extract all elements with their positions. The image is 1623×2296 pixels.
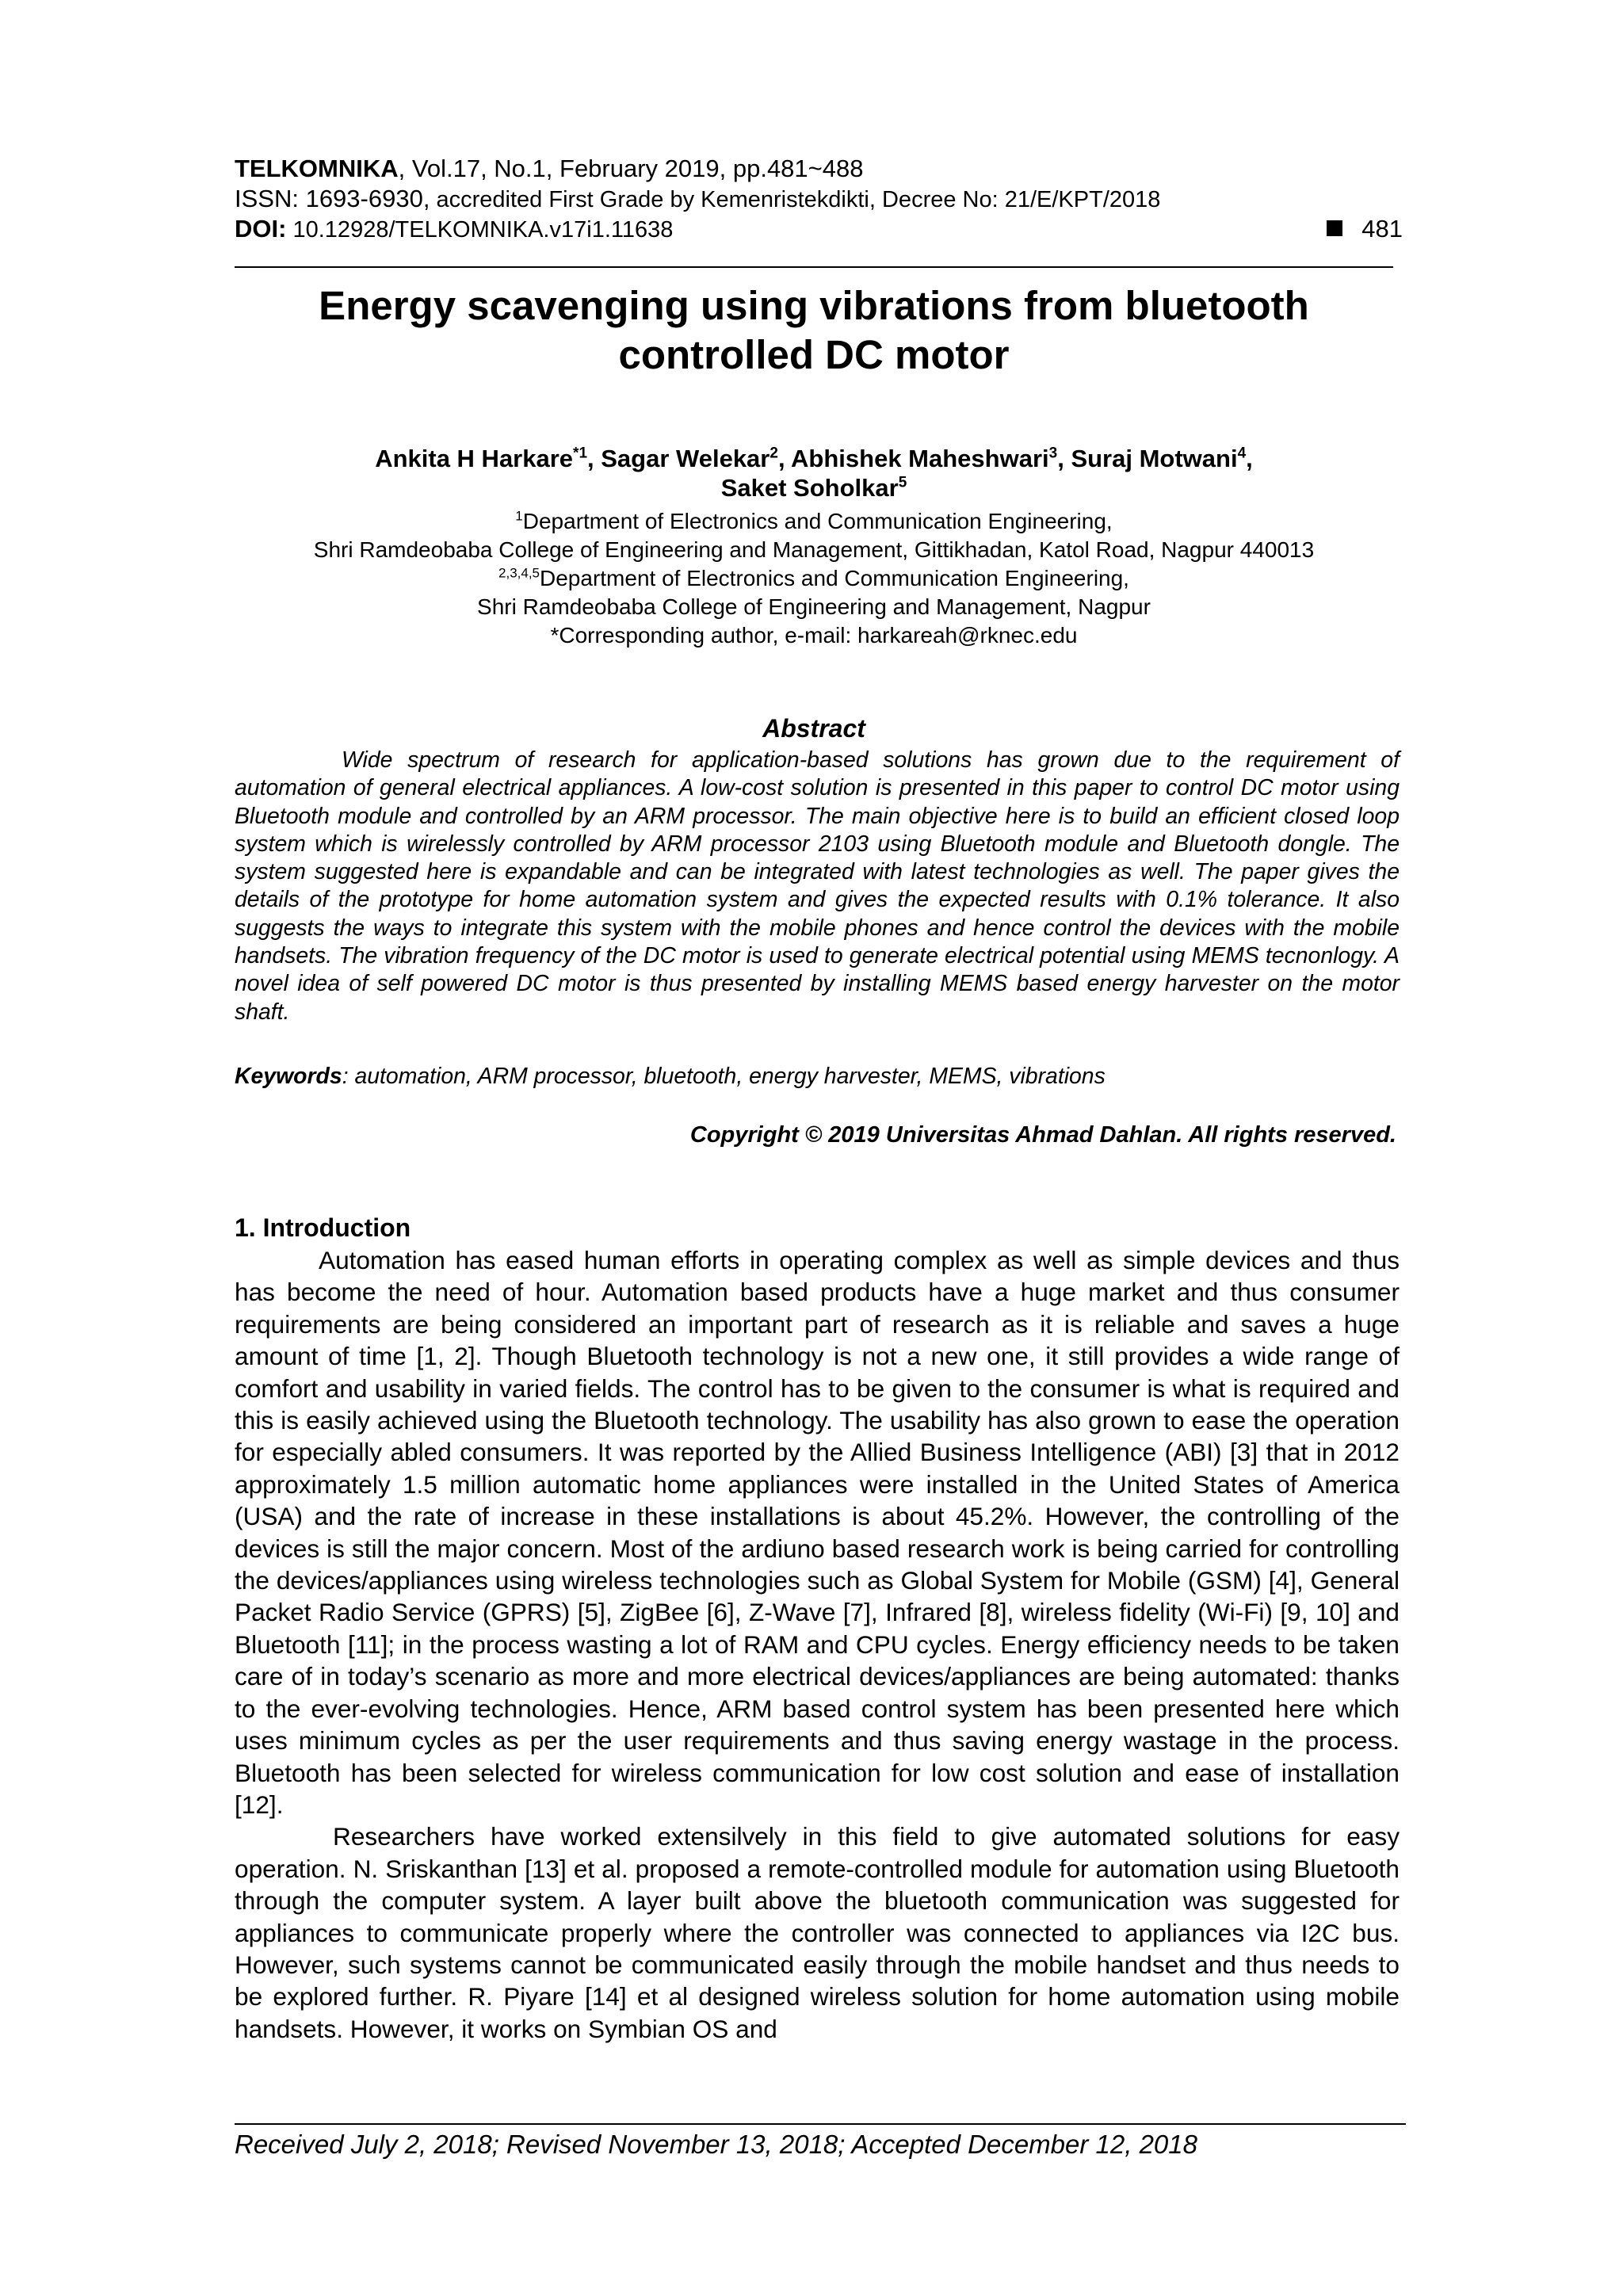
affiliation-2-line-1 bbox=[235, 564, 1393, 593]
paragraph: Researchers have worked extensilvely in this field to give automated solutions for easy operation. N. Sriskanthan [13] et al. proposed a remote-controlled module for automation using Bluetooth through the computer system. A layer built above the bluetooth communication was suggested for appliances to communicate properly where the controller was connected to appliances via I2C bus. However, such systems cannot be communicated easily through the mobile handset and thus needs to be explored further. R. Piyare [14] et al designed wireless solution for home automation using mobile handsets. However, it works on Symbian OS and bbox=[235, 1822, 1400, 2043]
accreditation: accredited First Grade by Kemenristekdikti, Decree No: 21/E/KPT/2018 bbox=[430, 187, 1161, 212]
author-separator: , bbox=[1057, 445, 1071, 472]
received-dates: Received July 2, 2018; Revised November 13, 2018; Accepted December 12, 2018 bbox=[235, 2130, 1197, 2159]
author-separator: , bbox=[587, 445, 601, 472]
title-line-2: controlled DC motor bbox=[618, 332, 1010, 377]
page-number-value: 481 bbox=[1361, 215, 1403, 243]
doi-line bbox=[235, 216, 673, 243]
corresponding-author: *Corresponding author, e-mail: harkareah@rknec.edu bbox=[550, 623, 1078, 648]
author-separator: , bbox=[1246, 445, 1253, 472]
abstract-text: Wide spectrum of research for application-based solutions has grown due to the requirement of automation of general electrical appliances. A low-cost solution is presented in this paper to control DC motor using Bluetooth module and controlled by an ARM processor. The main objective here is to build an efficient closed loop system which is wirelessly controlled by ARM processor 2103 using Bluetooth module and Bluetooth dongle. The system suggested here is expandable and can be integrated with latest technologies as well. The paper gives the details of the prototype for home automation system and gives the expected results with 0.1% tolerance. It also suggests the ways to integrate this system with the mobile phones and hence control the devices with the mobile handsets. The vibration frequency of the DC motor is used to generate electrical potential using MEMS tecnonlogy. A novel idea of self powered DC motor is thus presented by installing MEMS based energy harvester on the motor shaft. bbox=[235, 747, 1400, 1025]
paragraph: Automation has eased human efforts in operating complex as well as simple devices and thus has become the need of hour. Automation based products have a huge market and thus consumer requirements are being considered an important part of research as it is reliable and saves a huge amount of time [1, 2]. Though Bluetooth technology is not a new one, it still provides a wide range of comfort and usability in varied fields. The control has to be given to the consumer is what is required and this is easily achieved using the Bluetooth technology. The usability has also grown to ease the operation for especially abled consumers. It was reported by the Allied Business Intelligence (ABI) [3] that in 2012 approximately 1.5 million automatic home appliances were installed in the United States of America (USA) and the rate of increase in these installations is about 45.2%. However, the controlling of the devices is still the major concern. Most of the ardiuno based research work is being carried for controlling the devices/appliances using wireless technologies such as Global System for Mobile (GSM) [4], General Packet Radio Service (GPRS) [5], ZigBee [6], Z-Wave [7], Infrared [8], wireless fidelity (Wi-Fi) [9, 10] and Bluetooth [11]; in the process wasting a lot of RAM and CPU cycles. Energy efficiency needs to be taken care of in today’s scenario as more and more electrical devices/appliances are being automated: thanks to the ever-evolving technologies. Hence, ARM based control system has been presented here which uses minimum cycles as per the user requirements and thus saving energy wastage in the process. Bluetooth has been selected for wireless communication for low cost solution and ease of installation [12]. bbox=[235, 1246, 1400, 1819]
header-divider bbox=[235, 266, 1393, 268]
author-name: Sagar Welekar bbox=[601, 445, 770, 472]
author-name: Suraj Motwani bbox=[1071, 445, 1238, 472]
author-name: Ankita H Harkare bbox=[375, 445, 574, 472]
author-name: Abhishek Maheshwari bbox=[791, 445, 1049, 472]
issn: ISSN: 1693-6930, bbox=[235, 185, 430, 212]
affiliation-1-line-2: Shri Ramdeobaba College of Engineering and Management, Gittikhadan, Katol Road, Nagpur 440013 bbox=[313, 537, 1315, 562]
affiliation-text: Department of Electronics and Communication Engineering, bbox=[522, 509, 1113, 533]
page-number bbox=[1327, 216, 1403, 243]
keywords-label: Keywords bbox=[235, 1064, 342, 1089]
affiliation-sup: 1 bbox=[515, 508, 523, 524]
affiliation-sup: 2,3,4,5 bbox=[498, 565, 540, 581]
author-separator: , bbox=[777, 445, 792, 472]
doi-link[interactable]: 10.12928/TELKOMNIKA.v17i1.11638 bbox=[286, 217, 674, 243]
affiliation-1-line-1 bbox=[235, 507, 1393, 536]
author-list bbox=[235, 444, 1393, 502]
author-sup: 4 bbox=[1237, 445, 1247, 462]
introduction-body bbox=[235, 1244, 1400, 2045]
affiliation-2-line-2: Shri Ramdeobaba College of Engineering and Management, Nagpur bbox=[477, 594, 1151, 619]
issn-line bbox=[235, 185, 1160, 213]
copyright-notice: Copyright © 2019 Universitas Ahmad Dahlan. All rights reserved. bbox=[689, 1122, 1396, 1148]
author-sup: 5 bbox=[898, 474, 907, 491]
journal-header-line bbox=[235, 155, 864, 182]
author-name: Saket Soholkar bbox=[720, 474, 899, 502]
author-sup: *1 bbox=[573, 445, 588, 462]
abstract-heading: Abstract bbox=[762, 714, 865, 743]
keywords-text: : automation, ARM processor, bluetooth, energy harvester, MEMS, vibrations bbox=[342, 1064, 1106, 1089]
journal-name: TELKOMNIKA bbox=[235, 155, 399, 182]
paper-title bbox=[235, 281, 1393, 380]
author-sup: 2 bbox=[769, 445, 778, 462]
section-heading-introduction: 1. Introduction bbox=[235, 1213, 411, 1242]
title-line-1: Energy scavenging using vibrations from bluetooth bbox=[319, 283, 1309, 328]
square-bullet-icon bbox=[1327, 220, 1342, 236]
keywords bbox=[235, 1062, 1393, 1091]
affiliation-text: Department of Electronics and Communication Engineering, bbox=[540, 566, 1129, 590]
author-sup: 3 bbox=[1048, 445, 1058, 462]
affiliations bbox=[235, 507, 1393, 650]
footer-divider bbox=[235, 2123, 1406, 2125]
volume-info: , Vol.17, No.1, February 2019, pp.481~488 bbox=[398, 155, 864, 182]
doi-label: DOI: bbox=[235, 215, 287, 243]
